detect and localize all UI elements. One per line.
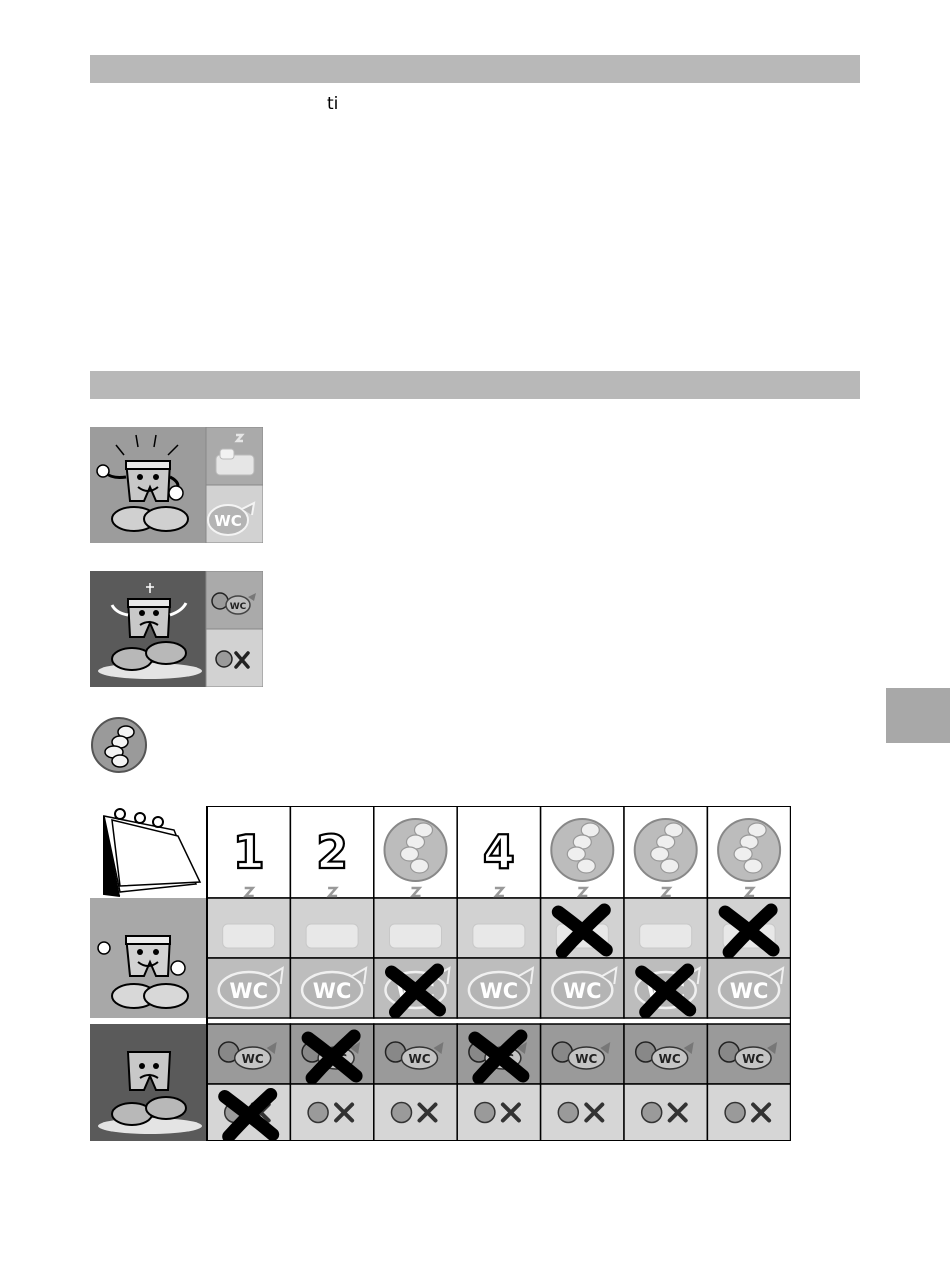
calendar-cell xyxy=(624,1084,707,1141)
calendar-cell xyxy=(541,1084,624,1141)
wc-label: WC xyxy=(646,979,685,1003)
wc-label: WC xyxy=(479,979,519,1003)
calendar-cell xyxy=(374,1084,457,1141)
wc-label: WC xyxy=(229,602,247,612)
calendar-cell xyxy=(457,1084,540,1141)
wet-night-illustration xyxy=(90,571,263,687)
day-number: 2 xyxy=(316,825,349,879)
dry-night-illustration xyxy=(90,427,263,543)
worm-sticker-icon xyxy=(551,819,613,881)
wc-label: WC xyxy=(229,979,268,1003)
wc-label: WC xyxy=(396,979,435,1003)
worm-sticker-icon xyxy=(385,819,447,881)
wc-label: WC xyxy=(325,1052,348,1066)
stray-text: ti xyxy=(327,94,339,114)
calendar-pad-icon xyxy=(104,809,200,896)
wc-label: WC xyxy=(658,1052,681,1066)
worm-sticker-icon xyxy=(635,819,697,881)
wc-label: WC xyxy=(742,1052,765,1066)
wc-label: WC xyxy=(563,979,602,1003)
day-number: 1 xyxy=(232,825,265,879)
wc-label: WC xyxy=(408,1052,431,1066)
wc-label: WC xyxy=(312,979,352,1003)
section-header-bar-1 xyxy=(90,55,860,83)
day-number: 4 xyxy=(482,825,515,879)
worm-sticker-badge xyxy=(90,716,148,774)
wc-label: WC xyxy=(214,512,242,530)
wc-label: WC xyxy=(241,1052,264,1066)
wc-label: WC xyxy=(729,979,769,1003)
progress-calendar xyxy=(90,806,791,1141)
section-header-bar-2 xyxy=(90,371,860,399)
wc-label: WC xyxy=(491,1052,514,1066)
calendar-cell xyxy=(707,1084,790,1141)
wc-label: WC xyxy=(575,1052,598,1066)
worm-sticker-icon xyxy=(718,819,780,881)
calendar-cell xyxy=(290,1084,373,1141)
chapter-side-tab xyxy=(886,688,950,743)
